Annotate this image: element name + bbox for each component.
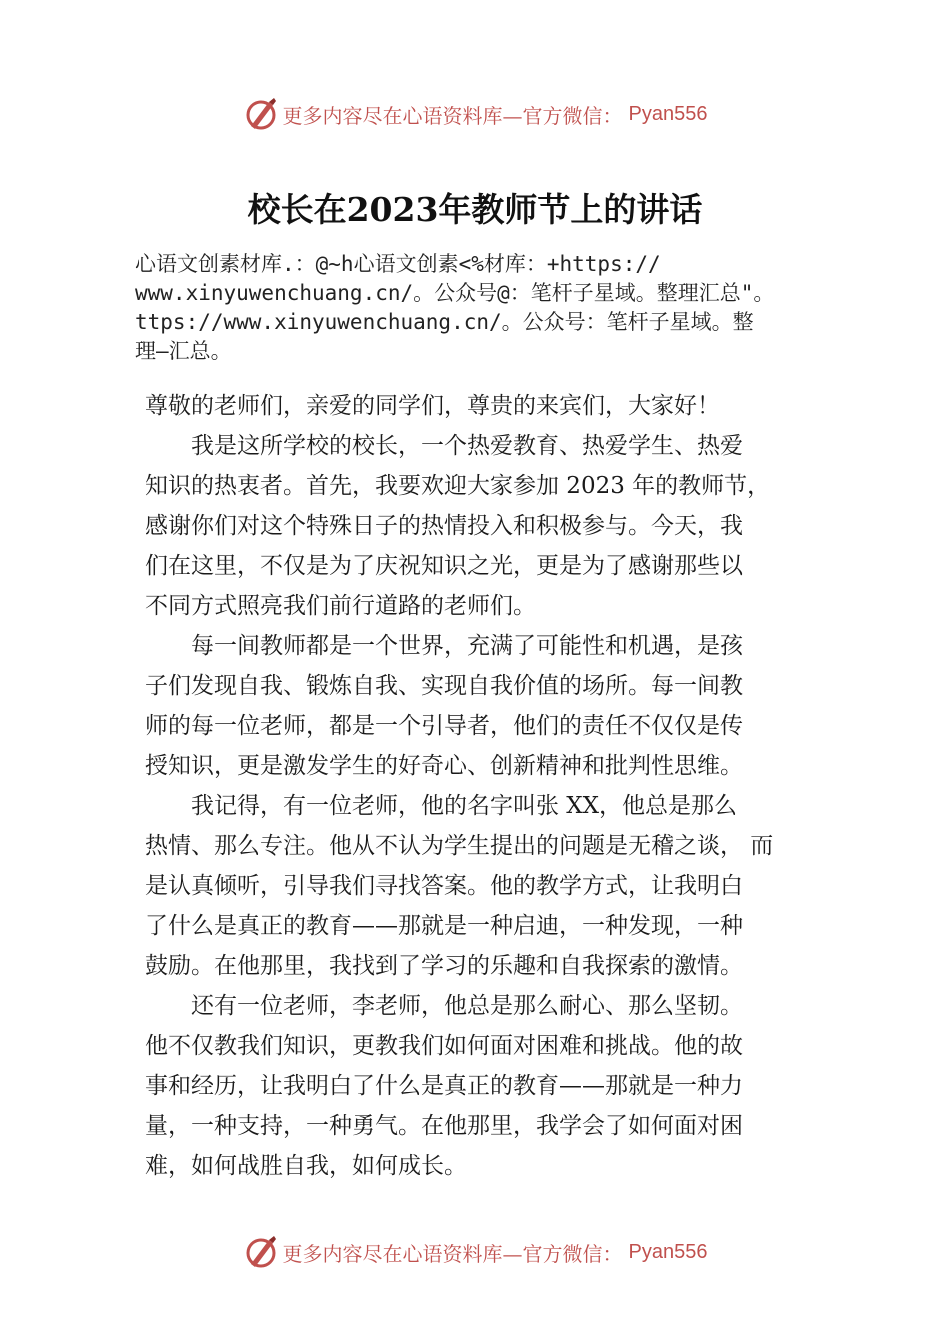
banner-text: 更多内容尽在心语资料库—官方微信： — [282, 103, 623, 128]
body-line: 知识的热衷者。首先，我要欢迎大家参加 2023 年的教师节， — [145, 473, 771, 499]
body-line: 事和经历，让我明白了什么是真正的教育——那就是一种力 — [145, 1073, 743, 1099]
source-note-line: 理—汇总。 — [135, 339, 232, 363]
source-note-line: ttps://www.xinyuwenchuang.cn/。公众号：笔杆子星域。整 — [135, 310, 754, 334]
body-line: 还有一位老师，李老师，他总是那么耐心、那么坚韧。 — [145, 993, 743, 1019]
body-line: 每一间教师都是一个世界，充满了可能性和机遇，是孩 — [145, 633, 743, 659]
body-line: 我是这所学校的校长，一个热爱教育、热爱学生、热爱 — [145, 433, 743, 459]
speech-body — [145, 386, 825, 1186]
header-banner — [0, 92, 950, 136]
body-line: 了什么是真正的教育——那就是一种启迪，一种发现，一种 — [145, 913, 743, 939]
banner-text: 更多内容尽在心语资料库—官方微信： — [282, 1241, 623, 1266]
source-note-line: 心语文创素材库.：@~h心语文创素<%材库：+https:// — [135, 252, 661, 276]
footer-banner — [0, 1230, 950, 1274]
body-line: 授知识，更是激发学生的好奇心、创新精神和批判性思维。 — [145, 753, 743, 779]
document-title: 校长在2023年教师节上的讲话 — [247, 190, 703, 229]
body-line: 量，一种支持，一种勇气。在他那里，我学会了如何面对困 — [145, 1113, 743, 1139]
body-line: 尊敬的老师们，亲爱的同学们，尊贵的来宾们，大家好！ — [145, 393, 720, 419]
body-line: 鼓励。在他那里，我找到了学习的乐趣和自我探索的激情。 — [145, 953, 743, 979]
body-line: 他不仅教我们知识，更教我们如何面对困难和挑战。他的故 — [145, 1033, 743, 1059]
source-note-line: www.xinyuwenchuang.cn/。公众号@：笔杆子星域。整理汇总"。 — [135, 281, 775, 305]
banner-wechat-id: Pyan556 — [628, 1240, 708, 1263]
body-line: 难，如何战胜自我，如何成长。 — [145, 1153, 467, 1179]
pen-logo-icon — [243, 96, 279, 132]
body-line: 感谢你们对这个特殊日子的热情投入和积极参与。今天，我 — [145, 513, 743, 539]
body-line: 我记得，有一位老师，他的名字叫张 XX，他总是那么 — [145, 793, 738, 819]
body-line: 是认真倾听，引导我们寻找答案。他的教学方式，让我明白 — [145, 873, 743, 899]
banner-wechat-id: Pyan556 — [628, 102, 708, 125]
body-line: 不同方式照亮我们前行道路的老师们。 — [145, 593, 536, 619]
body-line: 热情、那么专注。他从不认为学生提出的问题是无稽之谈， 而 — [145, 833, 774, 859]
body-line: 子们发现自我、锻炼自我、实现自我价值的场所。每一间教 — [145, 673, 743, 699]
body-line: 们在这里，不仅是为了庆祝知识之光，更是为了感谢那些以 — [145, 553, 743, 579]
source-note — [135, 250, 850, 366]
body-line: 师的每一位老师，都是一个引导者，他们的责任不仅仅是传 — [145, 713, 743, 739]
pen-logo-icon — [243, 1234, 279, 1270]
